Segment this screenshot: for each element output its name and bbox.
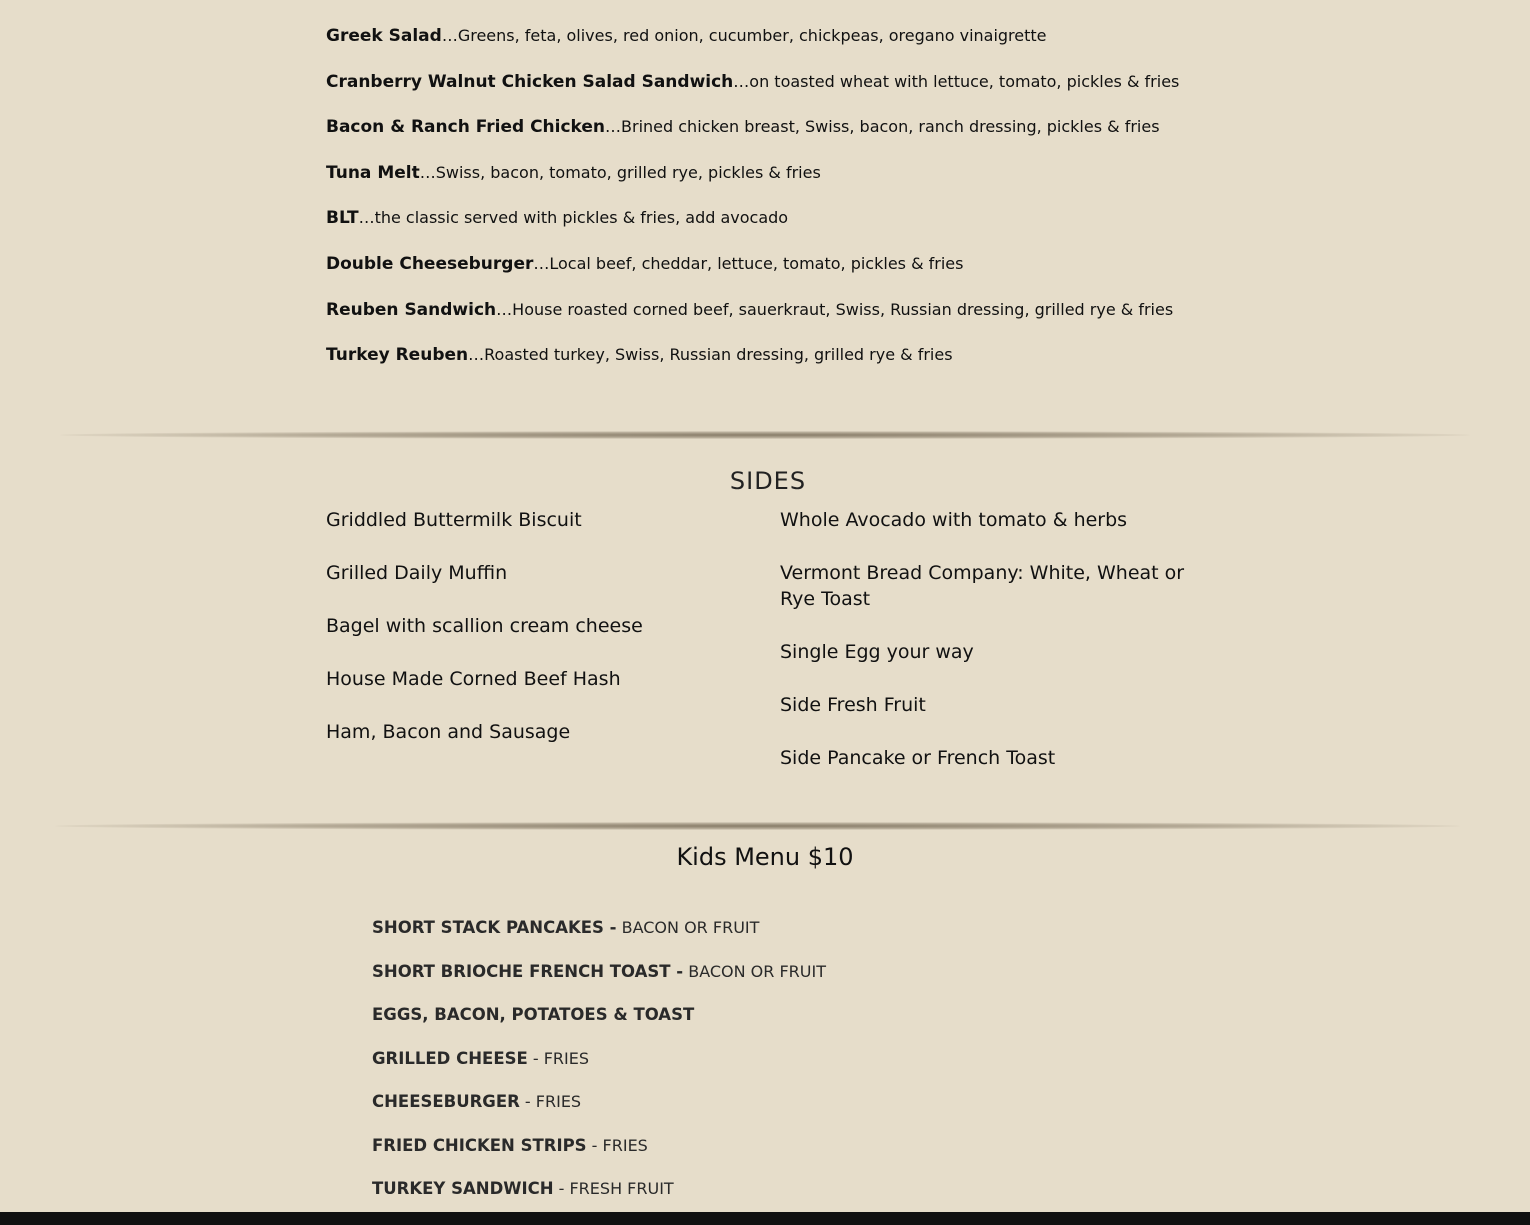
kids-item-name: CHEESEBURGER	[372, 1092, 520, 1111]
kids-item-name: SHORT BRIOCHE FRENCH TOAST -	[372, 961, 684, 981]
menu-item-separator: …	[358, 208, 375, 228]
section-divider	[60, 431, 1470, 439]
menu-item-description: Roasted turkey, Swiss, Russian dressing, grilled rye & fries	[484, 345, 953, 365]
menu-item-separator: …	[468, 345, 485, 365]
lunch-menu-list	[326, 22, 1326, 387]
side-item: Ham, Bacon and Sausage	[326, 721, 571, 743]
side-item: Griddled Buttermilk Biscuit	[326, 509, 582, 531]
menu-item-name: Cranberry Walnut Chicken Salad Sandwich	[326, 71, 734, 92]
menu-item	[326, 296, 1326, 342]
menu-item-separator: …	[441, 26, 458, 45]
menu-item-description: the classic served with pickles & fries, add avocado	[374, 208, 789, 228]
menu-item-separator: …	[419, 162, 436, 182]
kids-item	[372, 1132, 1172, 1176]
menu-item-separator: …	[533, 253, 550, 273]
menu-item	[326, 22, 1326, 68]
kids-item-description: BACON OR FRUIT	[683, 961, 826, 981]
side-item: House Made Corned Beef Hash	[326, 668, 621, 690]
kids-item	[372, 958, 1172, 1002]
kids-item-description: - FRESH FRUIT	[553, 1179, 674, 1198]
kids-item-description: BACON OR FRUIT	[616, 918, 760, 937]
kids-item	[372, 1088, 1172, 1132]
kids-item-description: - FRIES	[527, 1048, 589, 1068]
menu-item	[326, 68, 1326, 114]
side-item: Whole Avocado with tomato & herbs	[780, 509, 1128, 531]
menu-item	[326, 341, 1326, 387]
menu-item	[326, 250, 1326, 296]
section-divider	[55, 822, 1460, 830]
kids-item-name: TURKEY SANDWICH	[372, 1179, 554, 1198]
menu-item-name: Turkey Reuben	[326, 345, 469, 366]
menu-item-description: Brined chicken breast, Swiss, bacon, ranch dressing, pickles & fries	[621, 117, 1160, 137]
menu-item-name: Reuben Sandwich	[326, 299, 497, 320]
kids-item-description: - FRIES	[519, 1092, 582, 1111]
side-item: Single Egg your way	[780, 641, 974, 663]
sides-right-column	[780, 507, 1200, 798]
kids-item-name: SHORT STACK PANCAKES -	[372, 918, 617, 937]
kids-item-name: GRILLED CHEESE	[372, 1048, 528, 1068]
kids-item	[372, 1045, 1172, 1089]
kids-item-name: FRIED CHICKEN STRIPS	[372, 1135, 587, 1155]
menu-item-separator: …	[733, 71, 750, 91]
menu-item-name: Tuna Melt	[326, 162, 420, 183]
menu-item-description: Greens, feta, olives, red onion, cucumber, chickpeas, oregano vinaigrette	[457, 26, 1047, 45]
menu-item-separator: …	[496, 299, 513, 319]
menu-item-name: Greek Salad	[326, 26, 442, 46]
menu-item-description: Local beef, cheddar, lettuce, tomato, pickles & fries	[549, 253, 964, 273]
menu-item	[326, 204, 1326, 250]
kids-item-name: EGGS, BACON, POTATOES & TOAST	[372, 1005, 695, 1024]
menu-item-name: Bacon & Ranch Fried Chicken	[326, 117, 606, 138]
side-item: Vermont Bread Company: White, Wheat or Rye Toast	[780, 562, 1185, 610]
menu-item-description: House roasted corned beef, sauerkraut, Swiss, Russian dressing, grilled rye & fries	[512, 299, 1174, 319]
menu-item-description: Swiss, bacon, tomato, grilled rye, pickles & fries	[435, 162, 821, 182]
menu-item-separator: …	[605, 117, 622, 137]
menu-item-name: BLT	[326, 208, 359, 229]
menu-item	[326, 159, 1326, 205]
kids-item	[372, 1001, 1172, 1045]
kids-item	[372, 914, 1172, 958]
menu-item	[326, 113, 1326, 159]
sides-title: SIDES	[729, 467, 807, 495]
side-item: Side Fresh Fruit	[780, 694, 926, 716]
bottom-bar	[0, 1212, 1530, 1225]
menu-item-name: Double Cheeseburger	[326, 253, 534, 274]
side-item: Side Pancake or French Toast	[780, 747, 1056, 769]
kids-menu-title: Kids Menu $10	[676, 843, 854, 871]
side-item: Grilled Daily Muffin	[326, 562, 508, 584]
kids-item-description: - FRIES	[586, 1135, 648, 1155]
menu-item-description: on toasted wheat with lettuce, tomato, pickles & fries	[749, 71, 1180, 91]
kids-menu-list	[372, 914, 1172, 1219]
sides-left-column	[326, 507, 746, 772]
side-item: Bagel with scallion cream cheese	[326, 615, 643, 637]
